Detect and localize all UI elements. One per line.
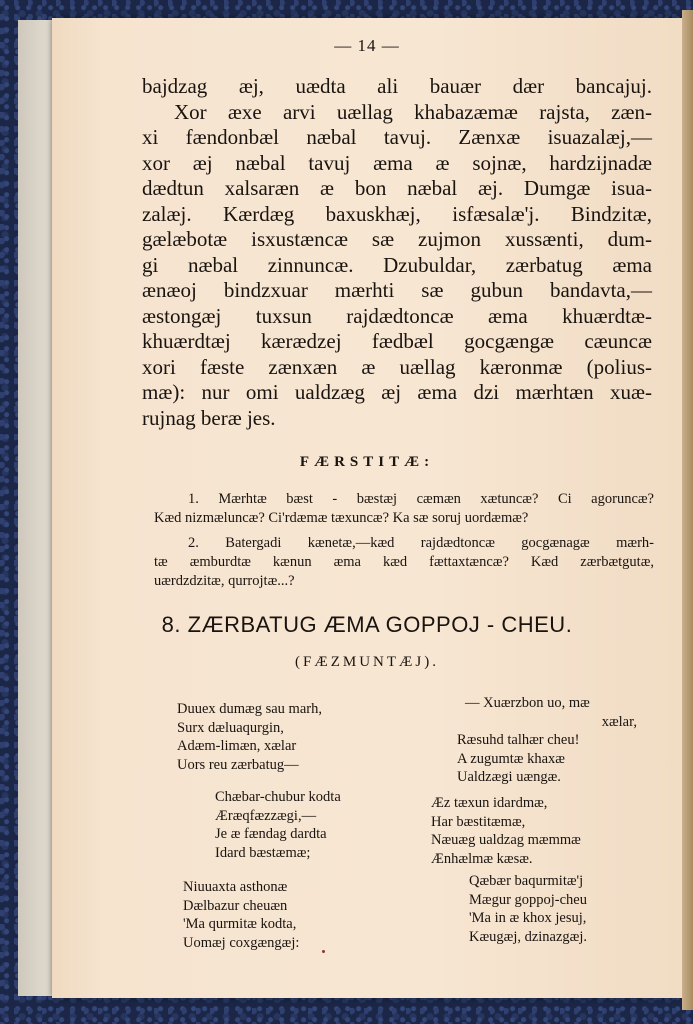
poem-column-left <box>177 700 407 960</box>
poem-line: Næuæg ualdzag mæmmæ <box>431 832 581 848</box>
prose-line: dædtun xalsaræn æ bon næbal æj. Dumgæ isua- <box>142 176 652 200</box>
question-line: uærdzdzitæ, qurrojtæ...? <box>154 573 295 589</box>
prose-line: rujnag beræ jes. <box>142 405 276 430</box>
poem-line: Qæbær baqurmitæ'j <box>469 873 584 889</box>
poem-line: Surx dæluaqurgin, <box>177 719 284 736</box>
book-page <box>52 18 682 998</box>
prose-line: bajdzag æj, uædta ali bauær dær bancajuj. <box>142 74 652 98</box>
poem-line: Ræsuhd talhær cheu! <box>457 732 580 748</box>
prose-paragraph <box>142 74 652 431</box>
poem-stanza <box>177 700 322 774</box>
poem-line: xælar, <box>601 713 637 730</box>
chapter-title: 8. ZÆRBATUG ÆMA GOPPOJ - CHEU. <box>161 612 573 637</box>
question-line: Kæd nizmæluncæ? Ci'rdæmæ tæxuncæ? Ka sæ soruj uordæmæ? <box>154 510 529 526</box>
prose-line: mæ): nur omi ualdzæg æj æma dzi mærhtæn xuæ- <box>142 380 652 404</box>
poem-line: Æz tæxun idardmæ, <box>431 795 548 811</box>
poem-line: — Xuærzbon uo, mæ <box>465 695 590 711</box>
question-line: 2. Batergadi kænetæ,—kæd rajdædtoncæ gocgænagæ mærh- <box>188 535 654 551</box>
poem-line: Ænhælmæ kæsæ. <box>431 850 533 867</box>
poem-line: Mægur goppoj-cheu <box>469 891 587 908</box>
prose-line: xori fæste zænxæn æ uællag kæronmæ (polius- <box>142 354 652 379</box>
poem-line: Uomæj coxgængæj: <box>183 934 300 951</box>
section-heading: FÆRSTITÆ: <box>299 454 435 470</box>
poem-line: A zugumtæ khaxæ <box>457 750 565 767</box>
poem-line: Niuuaxta asthonæ <box>183 879 288 895</box>
poem-line: Adæm-limæn, xælar <box>177 738 297 754</box>
page-number: — 14 — <box>334 36 400 55</box>
prose-line: æstongæj tuxsun rajdædtoncæ æma khuærdtæ- <box>142 303 652 328</box>
poem-line: Ualdzægi uængæ. <box>457 769 561 785</box>
poem-line: Je æ fændag dardta <box>215 826 327 842</box>
questions-list <box>154 490 654 591</box>
prose-line: khuærdtæj kærædzej fædbæl gocgængæ cæuncæ <box>142 329 652 353</box>
prose-line: ænæoj bindzxuar mærhti sæ gubun bandavta,— <box>142 278 652 302</box>
poem-line: Uors reu zærbatug— <box>177 756 299 773</box>
poem-stanza <box>183 878 299 952</box>
prose-line: Xor æxe arvi uællag khabazæmæ rajsta, zæn- <box>174 99 652 124</box>
prose-line: gi næbal zinnuncæ. Dzubuldar, zærbatug æma <box>142 252 652 277</box>
poem-line: Dælbazur cheuæn <box>183 897 288 914</box>
prose-line: xi fændonbæl næbal tavuj. Zænxæ isuazalæj,— <box>142 125 652 149</box>
poem-stanza <box>431 794 581 868</box>
poem-line: Duuex dumæg sau marh, <box>177 701 322 717</box>
poem-stanza <box>215 788 341 862</box>
prose-line: xor æj næbal tavuj æma æ sojnæ, hardzijnadæ <box>142 150 652 175</box>
chapter-subtitle: (FÆZMUNTÆJ). <box>295 654 439 670</box>
prose-line: zalæj. Kærdæg baxuskhæj, isfæsalæ'j. Bindzitæ, <box>142 201 652 226</box>
ink-speck <box>322 950 325 953</box>
page-block-edge <box>682 10 693 1010</box>
poem-line: 'Ma qurmitæ kodta, <box>183 916 297 932</box>
question-line: 1. Mærhtæ bæst - bæstæj cæmæn xætuncæ? Ci agoruncæ? <box>188 491 654 507</box>
poem-column-right <box>431 694 652 954</box>
poem-stanza <box>469 872 587 946</box>
poem-line: Idard bæstæmæ; <box>215 844 311 861</box>
poem-line: Æræqfæzzægi,— <box>215 807 317 824</box>
prose-line: gælæbotæ isxustæncæ sæ zujmon xussænti, dum- <box>142 227 652 251</box>
poem-line: 'Ma in æ khox jesuj, <box>469 910 587 926</box>
poem-stanza <box>457 694 637 787</box>
question-line: tæ æmburdtæ kænun æma kæd fættaxtæncæ? Kæd zærbætgutæ, <box>154 554 654 570</box>
poem-line: Chæbar-chubur kodta <box>215 789 341 805</box>
poem-line: Kæugæj, dzinazgæj. <box>469 928 588 945</box>
poem-line: Har bæstitæmæ, <box>431 813 526 830</box>
